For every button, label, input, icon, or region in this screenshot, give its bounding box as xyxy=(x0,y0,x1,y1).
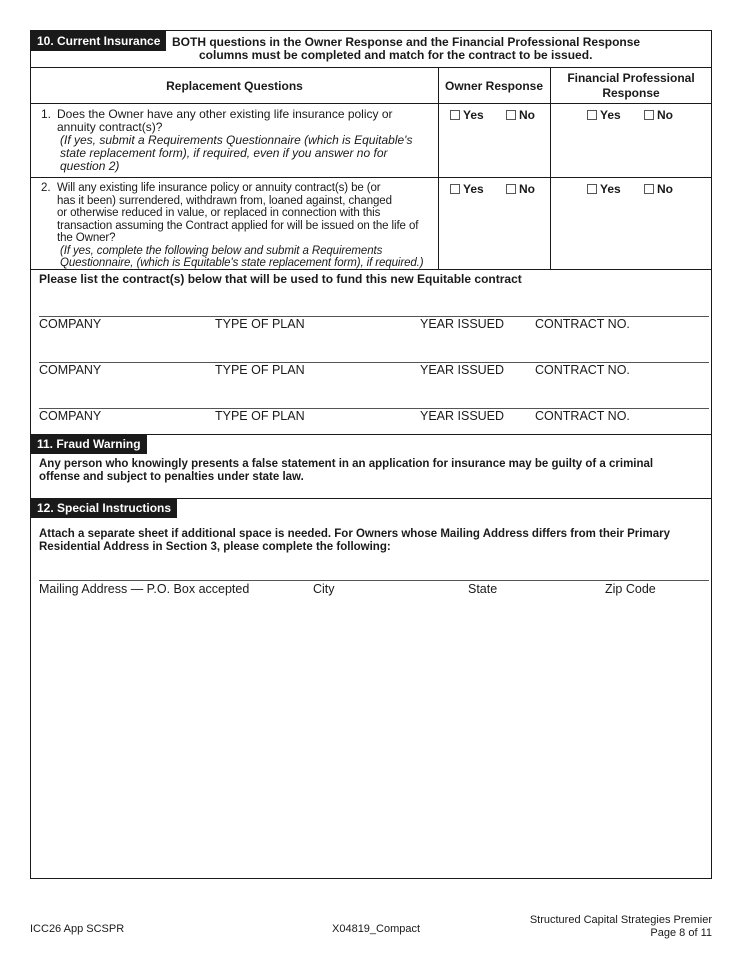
checkbox-icon xyxy=(506,110,516,120)
contract-number-field-label: CONTRACT NO. xyxy=(535,363,630,377)
checkbox-icon xyxy=(450,184,460,194)
q1-fp-yes-checkbox[interactable] xyxy=(587,108,621,122)
footer-page-number: Page 8 of 11 xyxy=(650,927,712,939)
footer-product-name: Structured Capital Strategies Premier xyxy=(529,914,712,926)
company-field-label: COMPANY xyxy=(39,409,102,423)
q2-owner-yes-checkbox[interactable] xyxy=(450,182,484,196)
question-1-note-line: state replacement form), if required, even if you answer no for xyxy=(60,146,388,160)
yes-label: Yes xyxy=(600,182,621,196)
checkbox-icon xyxy=(450,110,460,120)
question-1-note-line: (If yes, submit a Requirements Questionnaire (which is Equitable's xyxy=(60,133,413,147)
checkbox-icon xyxy=(506,184,516,194)
special-instructions-line: Attach a separate sheet if additional space is needed. For Owners whose Mailing Address differs from their Primary xyxy=(39,528,670,540)
fraud-warning-line: Any person who knowingly presents a false statement in an application for insurance may be guilty of a criminal xyxy=(39,458,654,470)
financial-professional-response-header xyxy=(550,72,712,100)
fp-header-line-1: Financial Professional xyxy=(567,71,695,85)
yes-label: Yes xyxy=(600,108,621,122)
footer-product xyxy=(530,914,712,940)
question-2-line: transaction assuming the Contract applied for will be issued on the life of xyxy=(57,219,419,232)
contract-list-title: Please list the contract(s) below that will be used to fund this new Equitable contract xyxy=(39,272,522,286)
question-2-line: or otherwise reduced in value, or replaced in connection with this xyxy=(57,207,381,219)
section-12-label: 12. Special Instructions xyxy=(31,498,177,518)
section-11-label: 11. Fraud Warning xyxy=(31,434,147,454)
no-label: No xyxy=(519,108,535,122)
mailing-address-line[interactable] xyxy=(39,580,709,581)
owner-response-header: Owner Response xyxy=(444,79,544,93)
question-1-number: 1. xyxy=(41,107,52,121)
question-2-line: has it been) surrendered, withdrawn from, loaned against, changed xyxy=(57,194,392,207)
no-label: No xyxy=(657,108,673,122)
type-of-plan-field-label: TYPE OF PLAN xyxy=(215,409,305,423)
footer-form-id: ICC26 App SCSPR xyxy=(30,923,125,935)
type-of-plan-field-label: TYPE OF PLAN xyxy=(215,363,305,377)
city-field-label: City xyxy=(313,582,335,596)
section-10-note-line-1: BOTH questions in the Owner Response and the Financial Professional Response xyxy=(172,35,641,49)
year-issued-field-label: YEAR ISSUED xyxy=(420,317,505,331)
question-1-text xyxy=(57,108,435,173)
question-2-line: the Owner? xyxy=(57,232,116,244)
mailing-address-field-label: Mailing Address — P.O. Box accepted xyxy=(39,582,250,596)
checkbox-icon xyxy=(587,184,597,194)
checkbox-icon xyxy=(644,184,654,194)
section-10-label: 10. Current Insurance xyxy=(31,31,166,51)
fraud-warning-text xyxy=(39,458,709,483)
special-instructions-line: Residential Address in Section 3, please complete the following: xyxy=(39,540,391,553)
year-issued-field-label: YEAR ISSUED xyxy=(420,409,505,423)
year-issued-field-label: YEAR ISSUED xyxy=(420,363,505,377)
q1-fp-no-checkbox[interactable] xyxy=(644,108,673,122)
type-of-plan-field-label: TYPE OF PLAN xyxy=(215,317,305,331)
fraud-warning-line: offense and subject to penalties under state law. xyxy=(39,470,304,483)
contract-number-field-label: CONTRACT NO. xyxy=(535,317,630,331)
q2-fp-yes-checkbox[interactable] xyxy=(587,182,621,196)
question-2-line: Will any existing life insurance policy or annuity contract(s) be (or xyxy=(57,182,381,194)
company-field-label: COMPANY xyxy=(39,317,102,331)
question-2-text xyxy=(57,182,437,270)
q1-owner-no-checkbox[interactable] xyxy=(506,108,535,122)
no-label: No xyxy=(657,182,673,196)
checkbox-icon xyxy=(587,110,597,120)
yes-label: Yes xyxy=(463,108,484,122)
state-field-label: State xyxy=(468,582,498,596)
q2-fp-no-checkbox[interactable] xyxy=(644,182,673,196)
yes-label: Yes xyxy=(463,182,484,196)
checkbox-icon xyxy=(644,110,654,120)
question-1-note-line: question 2) xyxy=(60,159,120,173)
question-1-line: annuity contract(s)? xyxy=(57,120,163,134)
no-label: No xyxy=(519,182,535,196)
contract-number-field-label: CONTRACT NO. xyxy=(535,409,630,423)
question-1-line: Does the Owner have any other existing life insurance policy or xyxy=(57,107,393,121)
replacement-questions-header: Replacement Questions xyxy=(166,79,303,93)
special-instructions-area[interactable] xyxy=(39,606,709,871)
special-instructions-text xyxy=(39,528,709,553)
application-form-page xyxy=(30,30,712,879)
footer-version: X04819_Compact xyxy=(332,923,421,935)
question-2-note-line: (If yes, complete the following below and submit a Requirements xyxy=(60,244,383,257)
zip-code-field-label: Zip Code xyxy=(605,582,656,596)
section-10-note-line-2: columns must be completed and match for the contract to be issued. xyxy=(199,48,593,62)
question-2-note-line: Questionnaire, (which is Equitable's state replacement form), if required.) xyxy=(60,257,424,269)
question-2-number: 2. xyxy=(41,182,51,194)
q2-owner-no-checkbox[interactable] xyxy=(506,182,535,196)
company-field-label: COMPANY xyxy=(39,363,102,377)
section-10-note xyxy=(172,36,712,62)
fp-header-line-2: Response xyxy=(602,86,660,100)
q1-owner-yes-checkbox[interactable] xyxy=(450,108,484,122)
